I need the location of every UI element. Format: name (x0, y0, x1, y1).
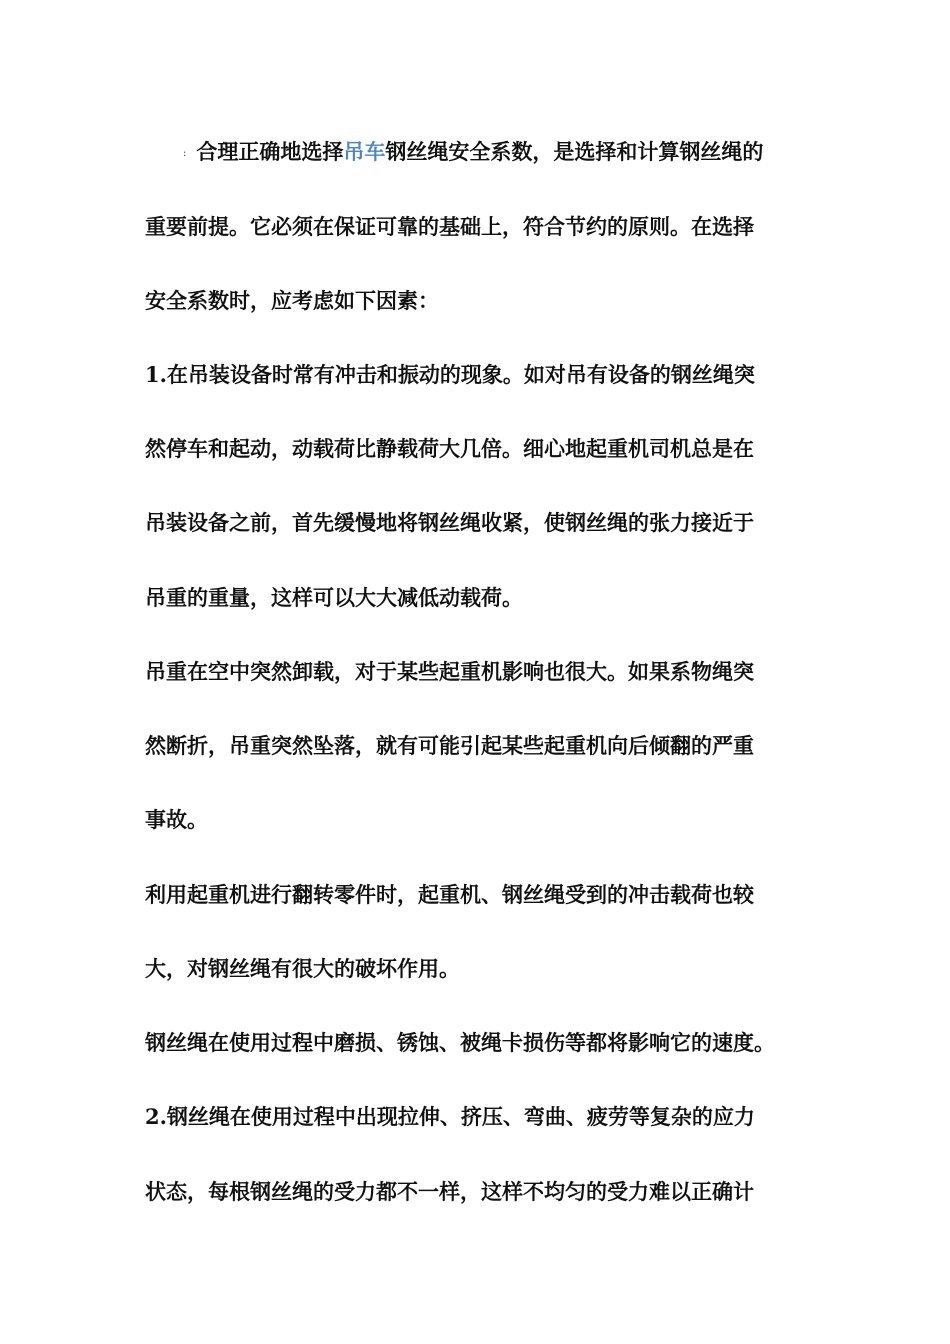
crane-link[interactable]: 吊车 (343, 139, 386, 164)
paragraph-3-line-3: 事故。 (145, 807, 208, 832)
paragraph-4-line-1: 利用起重机进行翻转零件时，起重机、钢丝绳受到的冲击载荷也较 (145, 882, 754, 907)
paragraph-6-line-1: 2.钢丝绳在使用过程中出现拉伸、挤压、弯曲、疲劳等复杂的应力 (145, 1104, 755, 1129)
text-span: 钢丝绳安全系数，是选择和计算钢丝绳的 (385, 139, 764, 164)
bullet-mark: : (183, 147, 187, 159)
paragraph-1-line-3: 安全系数时，应考虑如下因素： (145, 288, 439, 313)
paragraph-1-line-2: 重要前提。它必须在保证可靠的基础上，符合节约的原则。在选择 (145, 214, 754, 239)
paragraph-6-line-2: 状态，每根钢丝绳的受力都不一样，这样不均匀的受力难以正确计 (145, 1179, 754, 1204)
paragraph-2-line-3: 吊装设备之前，首先缓慢地将钢丝绳收紧，使钢丝绳的张力接近于 (145, 510, 754, 535)
paragraph-3-line-1: 吊重在空中突然卸载，对于某些起重机影响也很大。如果系物绳突 (145, 659, 754, 684)
text-span: 合理正确地选择 (196, 139, 344, 164)
paragraph-2-line-1: 1.在吊装设备时常有冲击和振动的现象。如对吊有设备的钢丝绳突 (145, 362, 755, 387)
paragraph-1-line-1 (145, 137, 763, 169)
paragraph-2-line-2: 然停车和起动，动载荷比静载荷大几倍。细心地起重机司机总是在 (145, 436, 754, 461)
paragraph-4-line-2: 大，对钢丝绳有很大的破坏作用。 (145, 956, 460, 981)
paragraph-2-line-4: 吊重的重量，这样可以大大减低动载荷。 (145, 585, 523, 610)
paragraph-5-line-1: 钢丝绳在使用过程中磨损、锈蚀、被绳卡损伤等都将影响它的速度。 (145, 1030, 775, 1055)
paragraph-3-line-2: 然断折，吊重突然坠落，就有可能引起某些起重机向后倾翻的严重 (145, 733, 754, 758)
